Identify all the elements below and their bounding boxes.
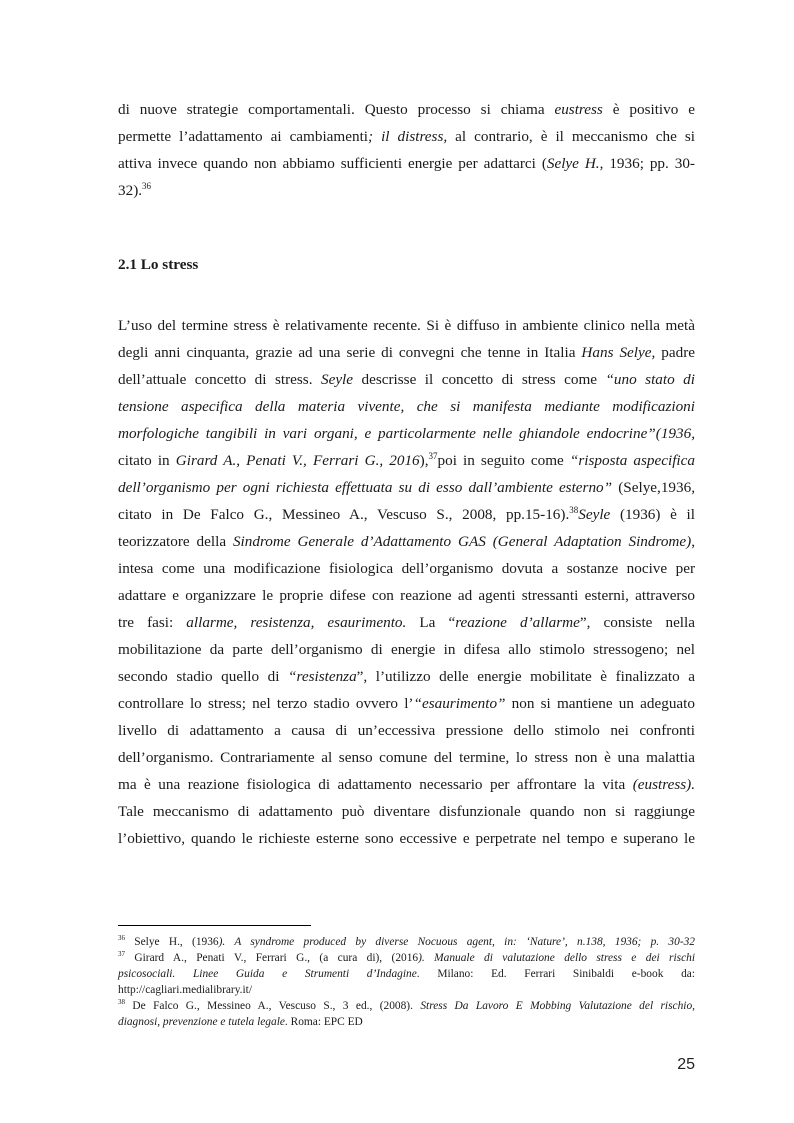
footnote-ref: 38 — [569, 504, 579, 515]
text-line: controllare lo stress; nel terzo stadio ovvero l’“esaurimento” non si mantiene un adeguato — [118, 695, 695, 712]
footnote-36: $^{36}$ Selye H., (1936). A syndrome produced by diverse Nocuous agent, in: ‘Nature’, n.138, 1936; p. 30-32 — [118, 934, 695, 948]
text-line: Tale meccanismo di adattamento può diventare disfunzionale quando non si raggiunge — [118, 803, 695, 820]
footnote-38: $^{38}$ De Falco G., Messineo A., Vescuso S., 3 ed., (2008). Stress Da Lavoro E Mobbing Valutazione del rischio, — [118, 998, 695, 1012]
footnote-37: $^{37}$ Girard A., Penati V., Ferrari G., (a cura di), (2016). Manuale di valutazione dello stress e dei rischi — [118, 950, 696, 964]
text-line: adattare e organizzare le proprie difese con reazione ad agenti stressanti esterni, attraverso — [118, 587, 695, 604]
text-line: 32).$^{36}$ — [118, 180, 152, 199]
text-line: mobilitazione da parte dell’organismo di energie in difesa allo stimolo stressogeno; nel — [118, 641, 695, 658]
section-heading: 2.1 Lo stress — [118, 256, 199, 273]
text-line: dell’organismo per ogni richiesta effettuata su di esso dall’ambiente esterno” (Selye,1936, — [118, 479, 696, 496]
text-line: permette l’adattamento ai cambiamenti; il distress, al contrario, è il meccanismo che si — [118, 128, 695, 145]
text-line: L’uso del termine stress è relativamente recente. Si è diffuso in ambiente clinico nella metà — [118, 317, 695, 334]
text-line: livello di adattamento a causa di un’eccessiva pressione dello stimolo nei confronti — [118, 722, 695, 739]
page-number: 25 — [677, 1056, 695, 1073]
footnote-38-cont: diagnosi, prevenzione e tutela legale. Roma: EPC ED — [118, 1016, 363, 1028]
text-line: attiva invece quando non abbiamo sufficienti energie per adattarci (Selye H., 1936; pp. 30- — [118, 155, 695, 172]
text-line: citato in De Falco G., Messineo A., Vescuso S., 2008, pp.15-16).$^{38}$Seyle (1936) è il — [118, 504, 695, 523]
text-line: citato in Girard A., Penati V., Ferrari G., 2016),$^{37}$poi in seguito come “risposta aspecifica — [118, 450, 695, 469]
text-line: intesa come una modificazione fisiologica dell’organismo dovuta a sostanze nocive per — [118, 560, 695, 577]
text-line: ma è una reazione fisiologica di adattamento necessario per affrontare la vita (eustress). — [118, 776, 695, 793]
footnote-separator — [118, 925, 311, 926]
footnote-ref: 36 — [142, 180, 152, 191]
text-line: di nuove strategie comportamentali. Questo processo si chiama eustress è positivo e — [118, 101, 695, 118]
text-line: secondo stadio quello di “resistenza”, l’utilizzo delle energie mobilitate è finalizzato a — [118, 668, 695, 685]
text-line: l’obiettivo, quando le richieste esterne sono eccessive e perpetrate nel tempo e superano le — [118, 830, 695, 847]
text-line: teorizzatore della Sindrome Generale d’Adattamento GAS (General Adaptation Sindrome), — [118, 533, 695, 550]
text-line: tensione aspecifica della materia vivente, che si manifesta mediante modificazioni — [118, 398, 695, 415]
text-line: dell’attuale concetto di stress. Seyle descrisse il concetto di stress come “uno stato di — [118, 371, 695, 388]
text-line: dell’organismo. Contrariamente al senso comune del termine, lo stress non è una malattia — [118, 749, 695, 766]
text-line: degli anni cinquanta, grazie ad una serie di convegni che tenne in Italia Hans Selye, padre — [118, 344, 695, 361]
text-line: morfologiche tangibili in vari organi, e particolarmente nelle ghiandole endocrine”(1936, — [118, 425, 695, 442]
text-line: tre fasi: allarme, resistenza, esaurimento. La “reazione d’allarme”, consiste nella — [118, 614, 695, 631]
footnote-37-cont: psicosociali. Linee Guida e Strumenti d’Indagine. Milano: Ed. Ferrari Sinibaldi e-book da: — [118, 968, 695, 980]
footnote-ref: 37 — [428, 450, 438, 461]
footnote-37-link[interactable]: http://cagliari.medialibrary.it/ — [118, 984, 253, 996]
